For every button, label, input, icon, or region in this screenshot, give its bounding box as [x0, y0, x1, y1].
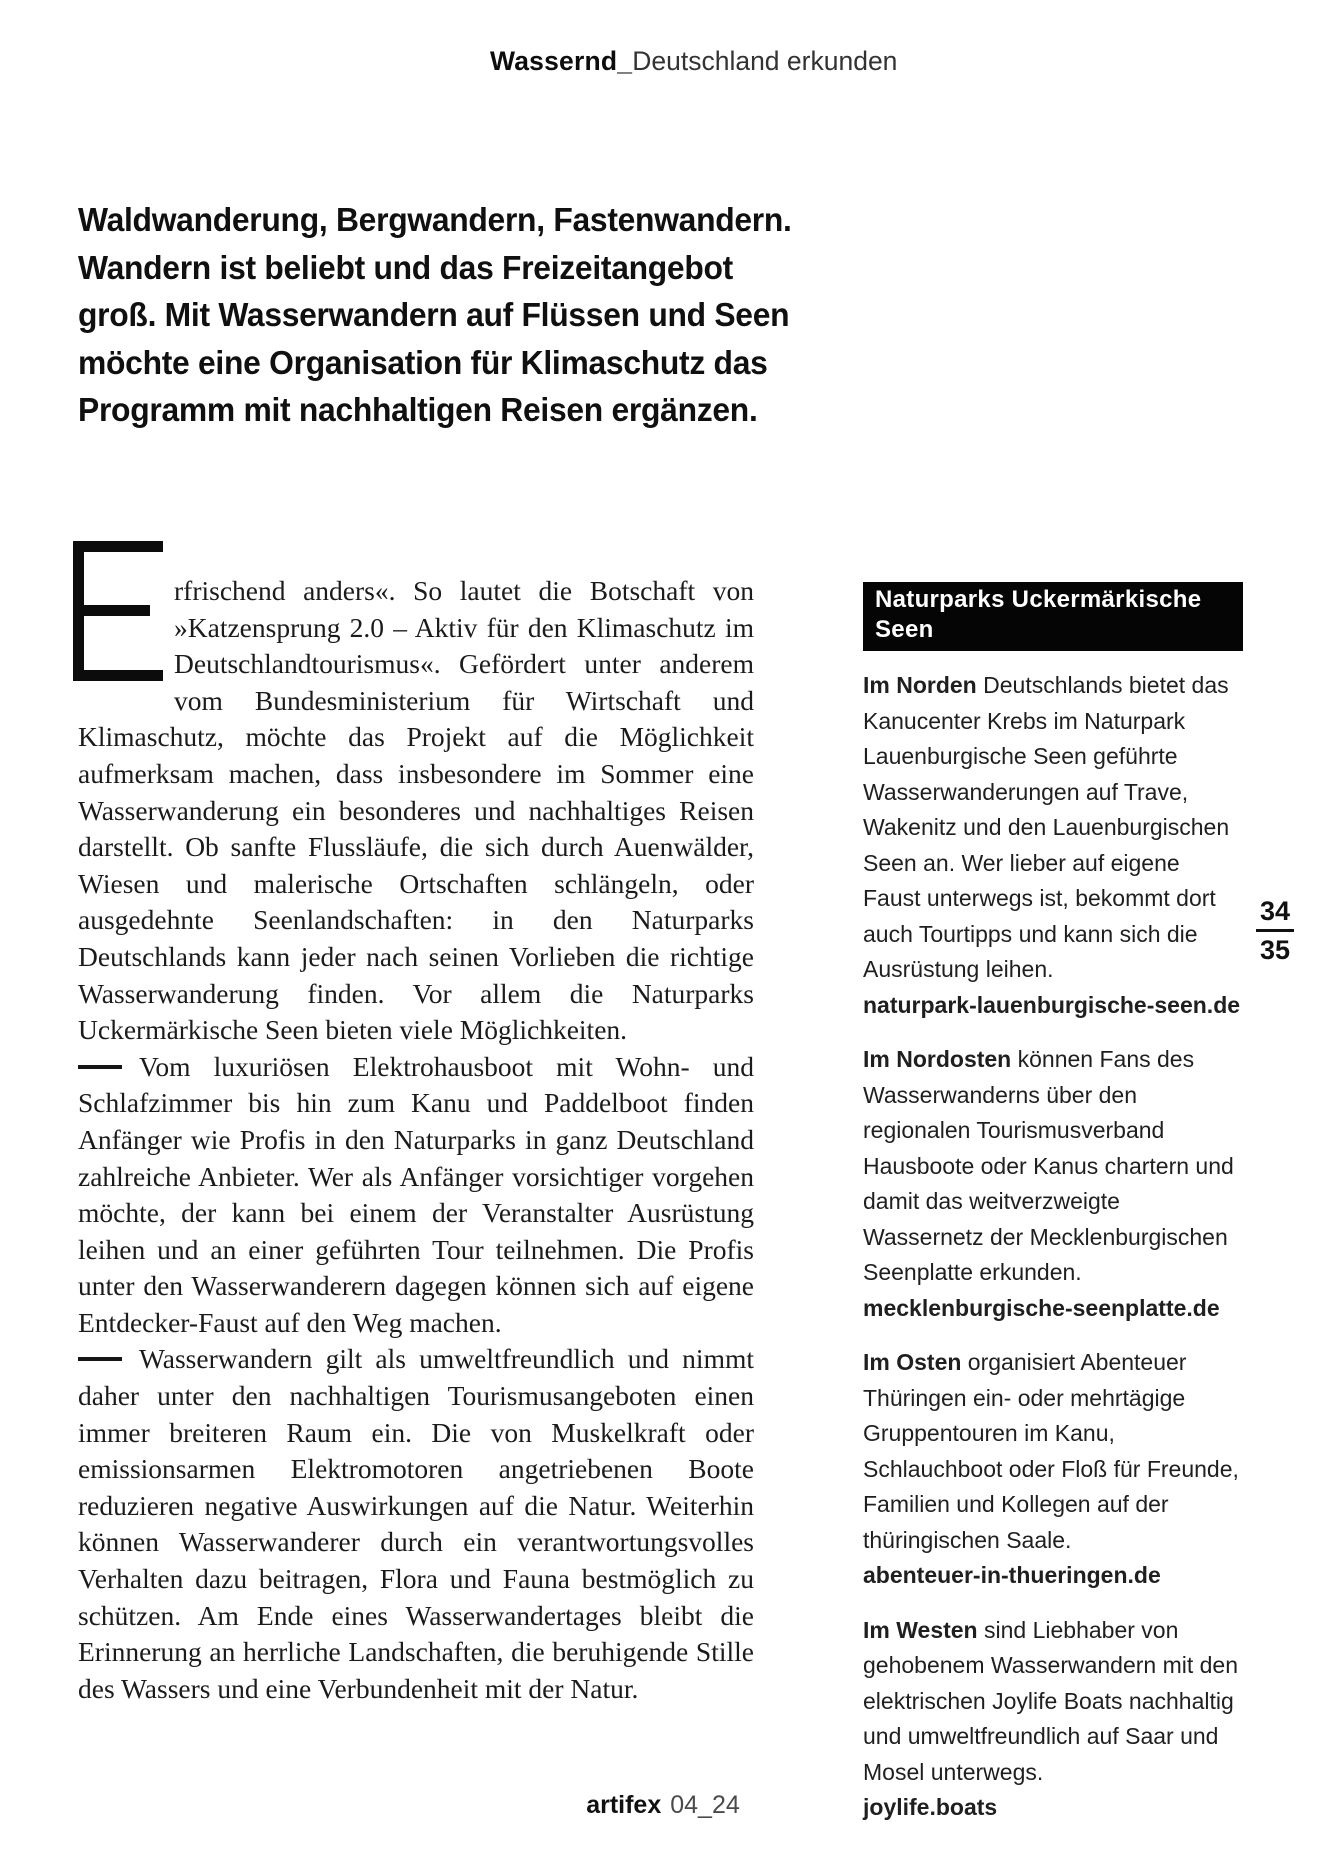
sidebar-entry-body: Deutschlands bietet das Kanucenter Krebs im Naturpark Lauenburgische Seen geführte Wasserwanderungen auf Trave, Wakenitz und den Lauenburgischen Seen an. Wer lieber auf eigene Faust unterwegs ist, bekommt dort auch Tourtipps und kann sich die Ausrüstung leihen.	[863, 672, 1230, 982]
sidebar-entry-text	[863, 1345, 1243, 1558]
sidebar-entry-lead: Im Westen	[863, 1616, 978, 1643]
sidebar-entry-text	[863, 1042, 1243, 1291]
paragraph-dash-icon	[78, 1357, 122, 1361]
sidebar-entry-url: naturpark-lauenburgische-seen.de	[863, 991, 1241, 1018]
footer-issue: 04_24	[670, 1791, 740, 1819]
sidebar-entry-text	[863, 668, 1243, 988]
sidebar-entry-east	[863, 1345, 1243, 1594]
footer-brand: artifex	[586, 1791, 662, 1819]
page-number-bottom: 35	[1259, 935, 1291, 965]
standfirst-line: groß. Mit Wasserwandern auf Flüssen und Seen	[78, 297, 790, 334]
sidebar-entry-body: können Fans des Wasserwanderns über den regionalen Tourismusverband Hausboote oder Kanus chartern und damit das weitverzweigte Wassernetz der Mecklenburgischen Seenplatte erkunden.	[863, 1046, 1234, 1285]
sidebar-title-badge: Naturparks Uckermärkische Seen	[863, 582, 1243, 651]
info-sidebar	[863, 582, 1243, 1845]
standfirst-line: Programm mit nachhaltigen Reisen ergänzen.	[78, 392, 758, 429]
dropcap-spacer	[78, 573, 174, 684]
standfirst-line: Wandern ist beliebt und das Freizeitangebot	[78, 249, 733, 287]
sidebar-entry-lead: Im Osten	[863, 1349, 962, 1375]
sidebar-entry-url: mecklenburgische-seenplatte.de	[863, 1294, 1220, 1321]
sidebar-entry-body: sind Liebhaber von gehobenem Wasserwandern mit den elektrischen Joylife Boats nachhaltig und umweltfreundlich auf Saar und Mosel unterwegs.	[863, 1616, 1239, 1785]
sidebar-entry-url: joylife.boats	[863, 1794, 998, 1820]
body-paragraph	[78, 573, 754, 1049]
sidebar-entry-northeast	[863, 1042, 1243, 1326]
page-number-marker	[1250, 897, 1300, 965]
sidebar-entry-text	[863, 1613, 1243, 1791]
standfirst-line: möchte eine Organisation für Klimaschutz das	[78, 344, 768, 382]
sidebar-entry-lead: Im Nordosten	[863, 1046, 1012, 1072]
body-paragraph	[78, 1341, 754, 1707]
header-separator: _	[617, 46, 633, 76]
header-tagline: Deutschland erkunden	[632, 46, 898, 76]
standfirst-line: Waldwanderung, Bergwandern, Fastenwandern.	[78, 202, 792, 239]
article-body	[78, 573, 754, 1707]
paragraph-text: Vom luxuriösen Elektrohausboot mit Wohn- und Schlafzimmer bis hin zum Kanu und Paddelboot finden Anfänger wie Profis in den Naturparks in ganz Deutschland zahlreiche Anbieter. Wer als Anfänger vorsichtiger vorgehen möchte, der kann bei einem der Veranstalter Ausrüstung leihen und an einer geführten Tour teilnehmen. Die Profis unter den Wasserwanderern dagegen können sich auf eigene Entdecker-Faust auf den Weg machen.	[78, 1050, 754, 1338]
sidebar-entry-north	[863, 668, 1243, 1023]
page-number-top: 34	[1259, 896, 1291, 926]
paragraph-text: Wasserwandern gilt als umweltfreundlich und nimmt daher unter den nachhaltigen Tourismusangeboten einen immer breiteren Raum ein. Die von Muskelkraft oder emissionsarmen Elektromotoren angetriebenen Boote reduzieren negative Auswirkungen auf die Natur. Weiterhin können Wasserwanderer durch ein verantwortungsvolles Verhalten dazu beitragen, Flora und Fauna bestmöglich zu schützen. Am Ende eines Wasserwandertages bleibt die Erinnerung an herrliche Landschaften, die beruhigende Stille des Wassers und eine Verbundenheit mit der Natur.	[78, 1343, 754, 1704]
paragraph-dash-icon	[78, 1065, 122, 1069]
body-paragraph	[78, 1049, 754, 1342]
page-number-divider	[1256, 929, 1294, 932]
page-footer	[0, 1790, 1326, 1820]
running-header	[490, 46, 897, 76]
sidebar-entry-lead: Im Norden	[863, 672, 977, 698]
header-brand: Wassernd	[490, 46, 618, 76]
article-standfirst	[78, 197, 792, 435]
sidebar-entry-url: abenteuer-in-thueringen.de	[863, 1562, 1161, 1588]
sidebar-entry-body: organisiert Abenteuer Thüringen ein- oder mehrtägige Gruppentouren im Kanu, Schlauchboot oder Floß für Freunde, Familien und Kollegen auf der thüringischen Saale.	[863, 1349, 1239, 1553]
paragraph-text: rfrischend anders«. So lautet die Botschaft von »Katzensprung 2.0 – Aktiv für den Klimaschutz im Deutschlandtourismus«. Gefördert unter anderem vom Bundesministerium für Wirtschaft und Klimaschutz, möchte das Projekt auf die Möglichkeit aufmerksam machen, dass insbesondere im Sommer eine Wasserwanderung ein besonderes und nachhaltiges Reisen darstellt. Ob sanfte Flussläufe, die sich durch Auenwälder, Wiesen und malerische Ortschaften schlängeln, oder ausgedehnte Seenlandschaften: in den Naturparks Deutschlands kann jeder nach seinen Vorlieben die richtige Wasserwanderung finden. Vor allem die Naturparks Uckermärkische Seen bieten viele Möglichkeiten.	[78, 575, 754, 1046]
